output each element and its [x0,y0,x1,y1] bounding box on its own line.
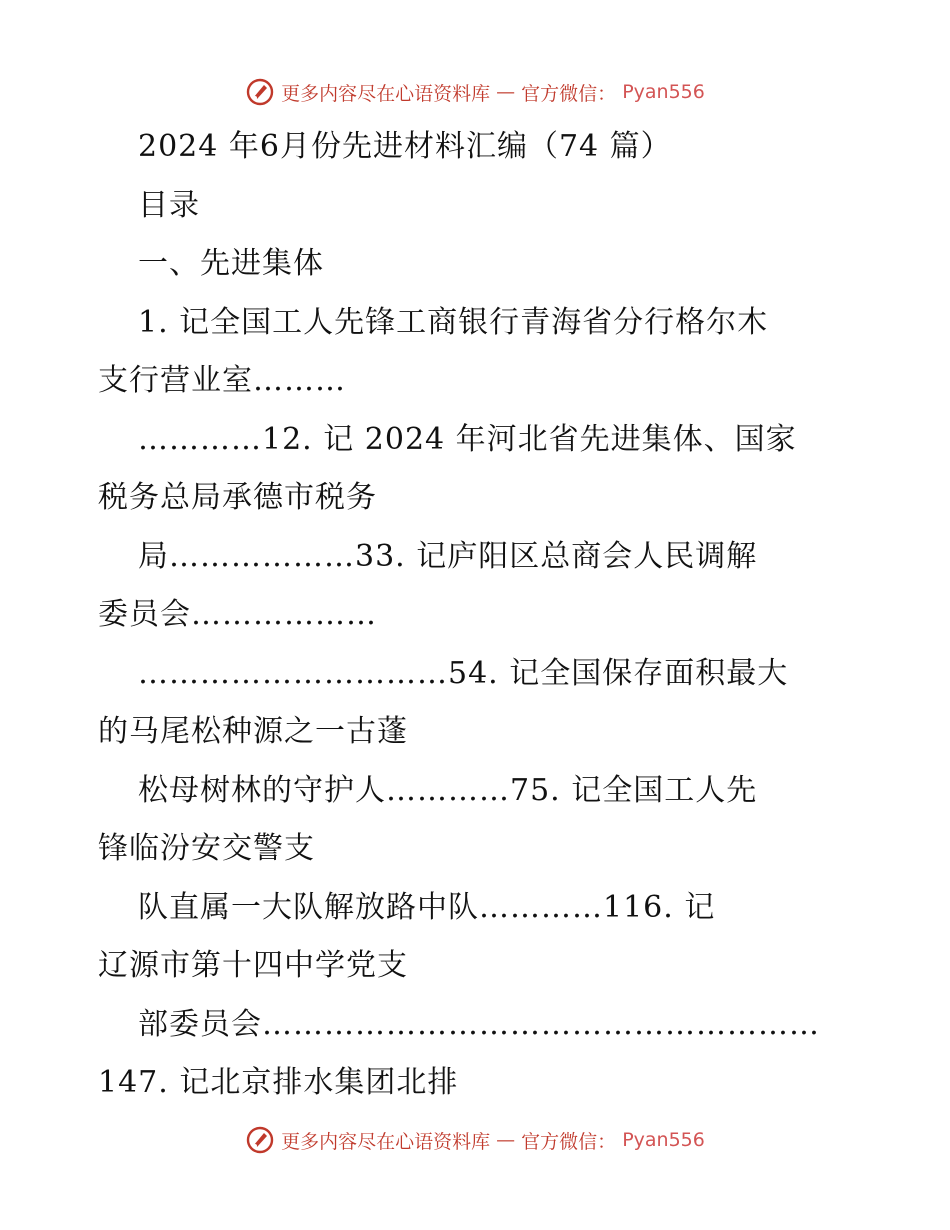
toc-line: 委员会……………… [98,597,377,632]
toc-line: 的马尾松种源之一古蓬 [98,714,408,749]
toc-line: 税务总局承德市税务 [98,480,377,515]
toc-line: 松母树林的守护人…………75. 记全国工人先 [138,772,758,808]
watermark-wechat-id: Pyan556 [622,81,705,103]
toc-line: 部委员会……………………………………………… [138,1006,820,1042]
watermark-wechat-id: Pyan556 [622,1129,705,1151]
toc-line: 队直属一大队解放路中队…………116. 记 [138,889,716,925]
footer-watermark [0,1120,950,1160]
toc-line: 147. 记北京排水集团北排 [98,1065,459,1100]
toc-line: …………12. 记 2024 年河北省先进集体、国家 [138,421,797,457]
brand-logo-icon [245,77,275,107]
toc-line: 锋临汾安交警支 [98,831,315,866]
watermark-separator: — [496,1129,516,1151]
toc-line: 辽源市第十四中学党支 [98,948,408,983]
document-body [98,118,852,1113]
watermark-wechat-label: 官方微信： [521,1130,617,1153]
toc-heading: 目录 [138,187,200,223]
brand-logo-icon [245,1125,275,1155]
section-heading: 一、先进集体 [138,246,324,281]
toc-line: 1. 记全国工人先锋工商银行青海省分行格尔木 [138,304,769,340]
watermark-wechat-label: 官方微信： [521,82,617,105]
toc-line: 支行营业室……… [98,363,346,398]
toc-line: 局………………33. 记庐阳区总商会人民调解 [138,538,758,574]
watermark-separator: — [496,81,516,103]
toc-line: …………………………54. 记全国保存面积最大 [138,655,789,691]
watermark-text: 更多内容尽在心语资料库 [281,82,491,105]
watermark-text: 更多内容尽在心语资料库 [281,1130,491,1153]
document-title: 2024 年6月份先进材料汇编（74 篇） [138,129,672,164]
header-watermark [0,72,950,112]
